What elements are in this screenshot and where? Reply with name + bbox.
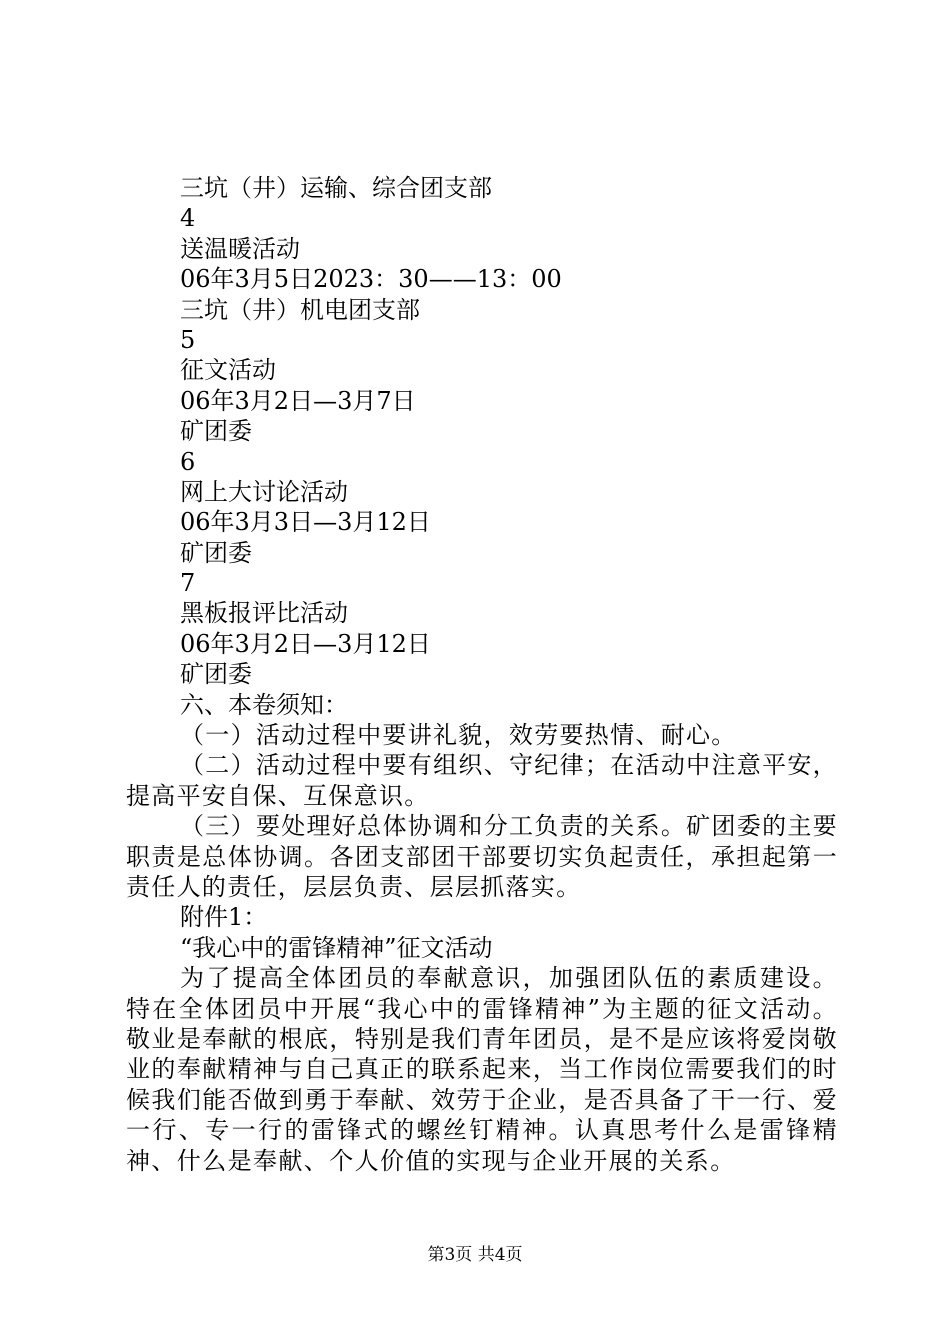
table-cell-unit: 三坑（井）机电团支部 [180, 295, 420, 324]
table-cell-unit: 矿团委 [180, 417, 252, 446]
table-cell-time: 06年3月2日—3月7日 [180, 386, 416, 415]
table-cell-number: 7 [180, 569, 196, 598]
attachment-label: 附件1： [180, 903, 268, 932]
note-paragraph-1: （一）活动过程中要讲礼貌，效劳要热情、耐心。 [180, 721, 737, 750]
essay-paragraph: 为了提高全体团员的奉献意识，加强团队伍的素质建设。特在全体团员中开展“我心中的雷锋精神”为主题的征文活动。敬业是奉献的根底，特别是我们青年团员，是不是应该将爱岗敬业的奉献精神与自己真正的联系起来，当工作岗位需要我们的时候我们能否做到勇于奉献、效劳于企业，是否具备了干一行、爱一行、专一行的雷锋式的螺丝钉精神。认真思考什么是雷锋精神、什么是奉献、个人价值的实现与企业开展的关系。 [126, 964, 838, 1175]
table-cell-time: 06年3月2日—3月12日 [180, 629, 431, 658]
table-cell-activity: 网上大讨论活动 [180, 477, 348, 506]
table-cell-time: 06年3月3日—3月12日 [180, 508, 431, 537]
table-cell-activity: 征文活动 [180, 356, 276, 385]
section-heading-notes: 六、本卷须知： [180, 690, 348, 719]
document-body [126, 173, 838, 1176]
note-paragraph-2: （二）活动过程中要有组织、守纪律；在活动中注意平安，提高平安自保、互保意识。 [126, 751, 838, 810]
page-number-footer: 第3页 共4页 [427, 1245, 523, 1265]
table-cell-number: 4 [180, 204, 196, 233]
note-paragraph-3: （三）要处理好总体协调和分工负责的关系。矿团委的主要职责是总体协调。各团支部团干部要切实负起责任，承担起第一责任人的责任，层层负责、层层抓落实。 [126, 812, 838, 902]
table-cell-unit: 矿团委 [180, 538, 252, 567]
table-cell-unit: 矿团委 [180, 660, 252, 689]
table-cell-unit: 三坑（井）运输、综合团支部 [180, 174, 492, 202]
attachment-title: “我心中的雷锋精神”征文活动 [180, 933, 493, 962]
table-cell-time: 06年3月5日2023：30——13：00 [180, 265, 562, 294]
table-cell-activity: 黑板报评比活动 [180, 599, 348, 628]
table-cell-number: 5 [180, 325, 196, 354]
table-cell-activity: 送温暖活动 [180, 234, 300, 263]
table-cell-number: 6 [180, 447, 196, 476]
